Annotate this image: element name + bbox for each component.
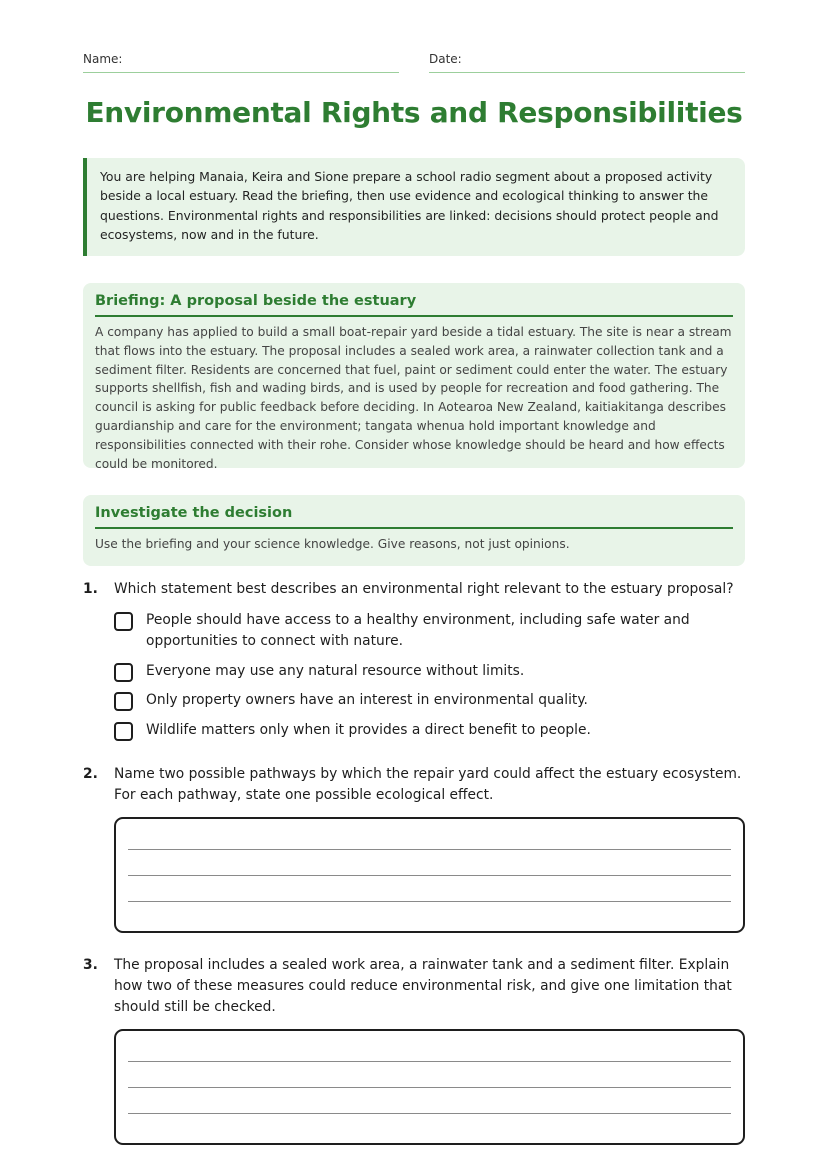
option-1b[interactable]	[114, 661, 745, 683]
question-text: The proposal includes a sealed work area, a rainwater tank and a sediment filter. Explain how two of these measures could reduce environmental risk, and give one limitation that should still be checked.	[114, 957, 732, 1015]
investigate-heading: Investigate the decision	[95, 495, 733, 529]
name-field[interactable]	[83, 52, 399, 73]
investigate-card	[83, 495, 745, 566]
answer-line	[128, 901, 731, 902]
question-number: 1.	[83, 581, 98, 597]
option-1d[interactable]	[114, 720, 745, 742]
student-info-row	[83, 52, 745, 74]
option-1a[interactable]	[114, 610, 745, 654]
option-label: People should have access to a healthy environment, including safe water and opportunities to connect with nature.	[146, 612, 690, 649]
checkbox[interactable]	[114, 722, 133, 741]
option-label: Only property owners have an interest in environmental quality.	[146, 692, 588, 708]
option-label: Wildlife matters only when it provides a direct benefit to people.	[146, 722, 591, 738]
question-1	[83, 579, 745, 601]
checkbox[interactable]	[114, 663, 133, 682]
intro-text: You are helping Manaia, Keira and Sione prepare a school radio segment about a proposed activity beside a local estuary. Read the briefing, then use evidence and ecological thinking to answer the questions. Environmental rights and responsibilities are linked: decisions should protect people and ecosystems, now and in the future.	[100, 169, 719, 242]
answer-line	[128, 849, 731, 850]
answer-box-3[interactable]	[114, 1029, 745, 1145]
answer-line	[128, 1061, 731, 1062]
question-text: Which statement best describes an environmental right relevant to the estuary proposal?	[114, 581, 734, 597]
question-number: 2.	[83, 766, 98, 782]
question-number: 3.	[83, 957, 98, 973]
date-label: Date:	[429, 52, 462, 66]
answer-line	[128, 875, 731, 876]
option-1c[interactable]	[114, 690, 745, 712]
briefing-text: A company has applied to build a small boat-repair yard beside a tidal estuary. The site is near a stream that flows into the estuary. The proposal includes a sealed work area, a rainwater collection tank and a sediment filter. Residents are concerned that fuel, paint or sediment could enter the water. The estuary supports shellfish, fish and wading birds, and is used by people for recreation and food gathering. The council is asking for public feedback before deciding. In Aotearoa New Zealand, kaitiakitanga describes guardianship and care for the environment; tangata whenua hold important knowledge and responsibilities connected with their rohe. Consider whose knowledge should be heard and how effects could be monitored.	[95, 325, 732, 471]
answer-box-2[interactable]	[114, 817, 745, 933]
briefing-card	[83, 283, 745, 471]
date-field[interactable]	[429, 52, 745, 73]
option-label: Everyone may use any natural resource without limits.	[146, 663, 525, 679]
intro-panel	[83, 158, 745, 256]
answer-line	[128, 1087, 731, 1088]
checkbox[interactable]	[114, 692, 133, 711]
question-3	[83, 955, 745, 1019]
investigate-text: Use the briefing and your science knowledge. Give reasons, not just opinions.	[95, 537, 570, 551]
name-label: Name:	[83, 52, 123, 66]
checkbox[interactable]	[114, 612, 133, 631]
question-2	[83, 764, 745, 808]
question-text: Name two possible pathways by which the repair yard could affect the estuary ecosystem. For each pathway, state one possible ecological effect.	[114, 766, 742, 803]
briefing-heading: Briefing: A proposal beside the estuary	[95, 283, 733, 317]
page-title: Environmental Rights and Responsibilities	[85, 96, 743, 129]
answer-line	[128, 1113, 731, 1114]
